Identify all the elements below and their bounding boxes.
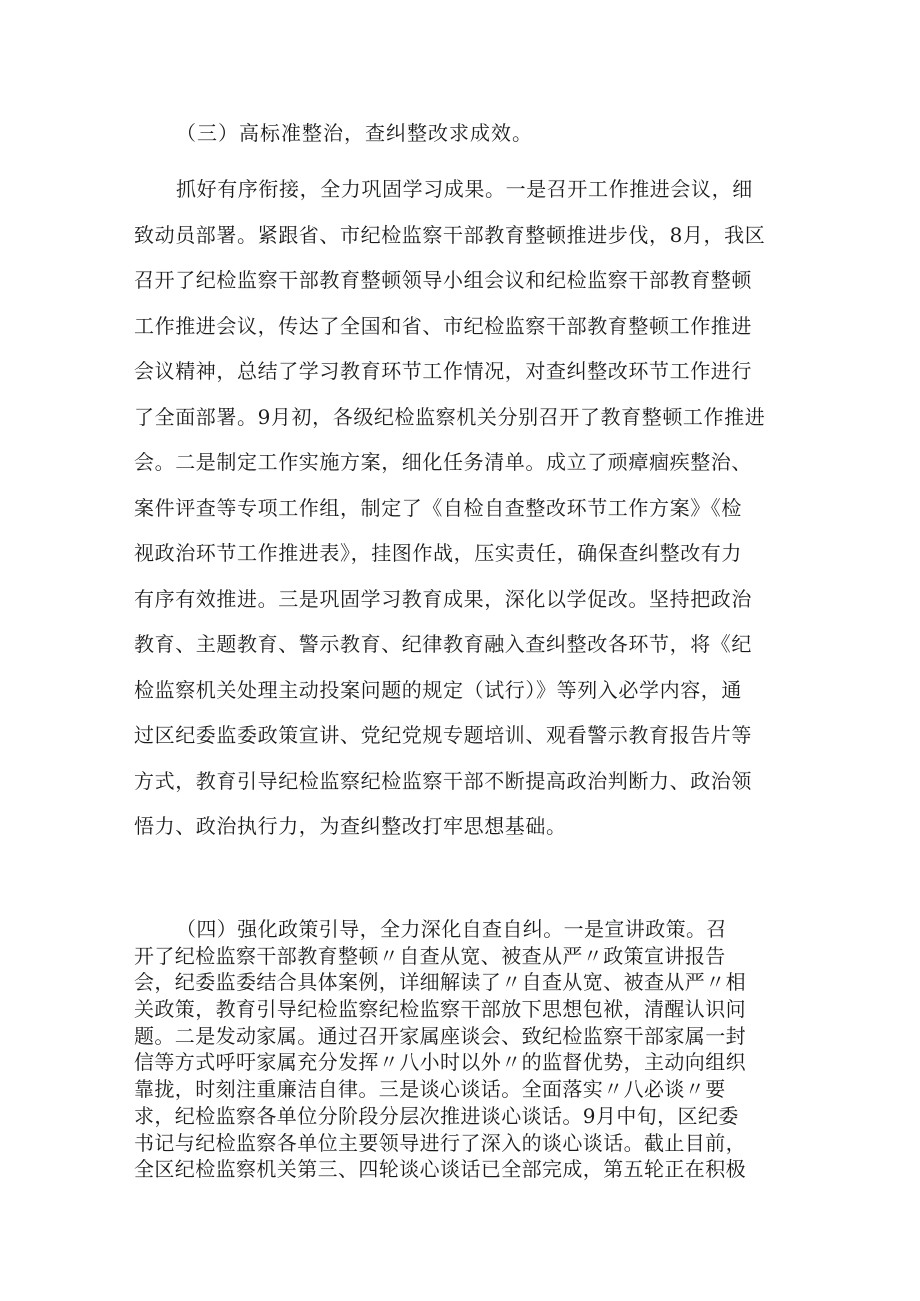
- paragraph-consolidate-results: [134, 174, 798, 857]
- paragraph-line: 靠拢，时刻注重廉洁自律。三是谈心谈话。全面落实〃八必谈〃要: [134, 1077, 726, 1102]
- paragraph-line: 信等方式呼吁家属充分发挥〃八小时以外〃的监督优势，主动向组织: [134, 1050, 746, 1075]
- paragraph-line: 题。二是发动家属。通过召开家属座谈会、致纪检监察干部家属一封: [134, 1023, 746, 1048]
- paragraph-line: 全区纪检监察机关第三、四轮谈心谈话已全部完成，第五轮正在积极: [134, 1157, 746, 1182]
- paragraph-line: 有序有效推进。三是巩固学习教育成果，深化以学促改。坚持把政治: [134, 586, 752, 611]
- paragraph-line: 会。二是制定工作实施方案，细化任务清单。成立了顽瘴痼疾整治、: [134, 450, 752, 474]
- paragraph-line: 召开了纪检监察干部教育整顿领导小组会议和纪检监察干部教育整顿: [134, 268, 752, 292]
- paragraph-line: 书记与纪检监察各单位主要领导进行了深入的谈心谈话。截止目前，: [134, 1130, 746, 1155]
- paragraph-line: 案件评查等专项工作组，制定了《自检自查整改环节工作方案》《检: [134, 495, 742, 520]
- section-heading: （三）高标准整治，查纠整改求成效。: [176, 121, 533, 145]
- paragraph-line: 抓好有序衔接，全力巩固学习成果。一是召开工作推进会议，细: [176, 177, 753, 201]
- paragraph-line: 了全面部署。9月初，各级纪检监察机关分别召开了教育整顿工作推进: [134, 404, 766, 429]
- paragraph-line: （四）强化政策引导，全力深化自查自纠。一是宣讲政策。召: [176, 917, 727, 941]
- paragraph-line: 会议精神，总结了学习教育环节工作情况，对查纠整改环节工作进行: [134, 359, 752, 383]
- paragraph-line: 视政治环节工作推进表》，挂图作战，压实责任，确保查纠整改有力: [134, 541, 742, 565]
- paragraph-line: 检监察机关处理主动投案问题的规定（试行）》等列入必学内容，通: [134, 677, 742, 702]
- paragraph-line: 方式，教育引导纪检监察纪检监察干部不断提高政治判断力、政治领: [134, 768, 752, 793]
- paragraph-line: 求，纪检监察各单位分阶段分层次推进谈心谈话。9月中旬，区纪委: [134, 1103, 739, 1128]
- paragraph-policy-guidance: [134, 916, 798, 1183]
- paragraph-line: 开了纪检监察干部教育整顿〃自查从宽、被查从严〃政策宣讲报告: [134, 943, 726, 968]
- paragraph-line: 教育、主题教育、警示教育、纪律教育融入查纠整改各环节，将《纪: [134, 632, 752, 656]
- paragraph-line: 过区纪委监委政策宣讲、党纪党规专题培训、观看警示教育报告片等: [134, 723, 752, 747]
- paragraph-line: 关政策，教育引导纪检监察纪检监察干部放下思想包袱，清醒认识问: [134, 997, 746, 1022]
- paragraph-line: 悟力、政治执行力，为查纠整改打牢思想基础。: [134, 814, 567, 838]
- paragraph-line: 会，纪委监委结合具体案例，详细解读了〃自查从宽、被查从严〃相: [134, 970, 746, 995]
- paragraph-line: 工作推进会议，传达了全国和省、市纪检监察干部教育整顿工作推进: [134, 313, 752, 338]
- paragraph-line: 致动员部署。紧跟省、市纪检监察干部教育整顿推进步伐，8月，我区: [134, 222, 766, 247]
